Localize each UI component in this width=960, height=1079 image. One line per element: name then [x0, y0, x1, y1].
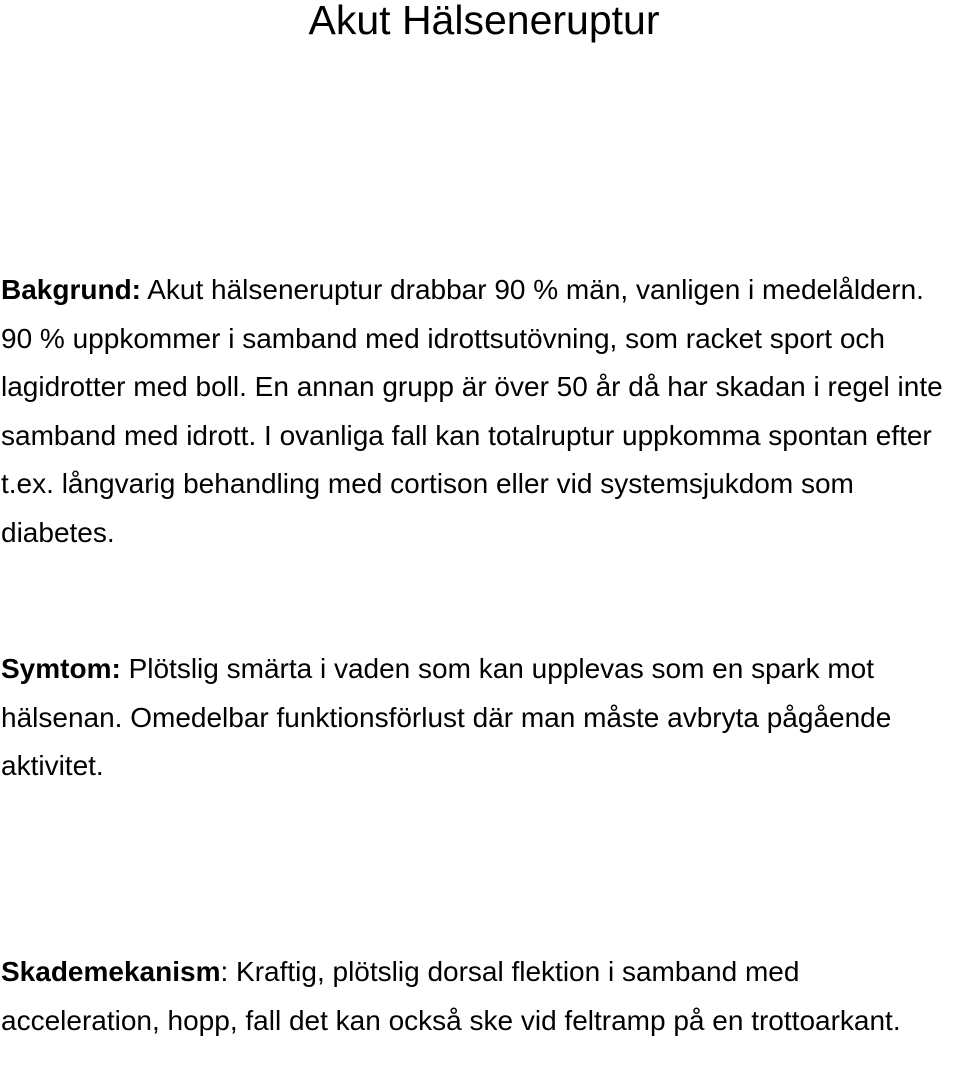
- section-text-bakgrund: Akut hälseneruptur drabbar 90 % män, vanligen i medelåldern. 90 % uppkommer i samband med idrottsutövning, som racket sport och lagidrotter med boll. En annan grupp är över 50 år då har skadan i regel inte samband med idrott. I ovanliga fall kan totalruptur uppkomma spontan efter t.ex. långvarig behandling med cortison eller vid systemsjukdom som diabetes.: [1, 274, 943, 548]
- section-symtom: [1, 645, 959, 791]
- section-text-skademekanism: : Kraftig, plötslig dorsal flektion i samband med acceleration, hopp, fall det kan också ske vid feltramp på en trottoarkant.: [1, 956, 901, 1036]
- document-title: Akut Hälseneruptur: [308, 0, 660, 43]
- section-label-symtom: Symtom:: [1, 653, 121, 684]
- section-label-skademekanism: Skademekanism: [1, 956, 221, 987]
- section-label-bakgrund: Bakgrund:: [1, 274, 141, 305]
- section-skademekanism: [1, 948, 959, 1045]
- section-text-symtom: Plötslig smärta i vaden som kan upplevas som en spark mot hälsenan. Omedelbar funktionsförlust där man måste avbryta pågående aktivitet.: [1, 653, 892, 782]
- section-bakgrund: [1, 266, 959, 558]
